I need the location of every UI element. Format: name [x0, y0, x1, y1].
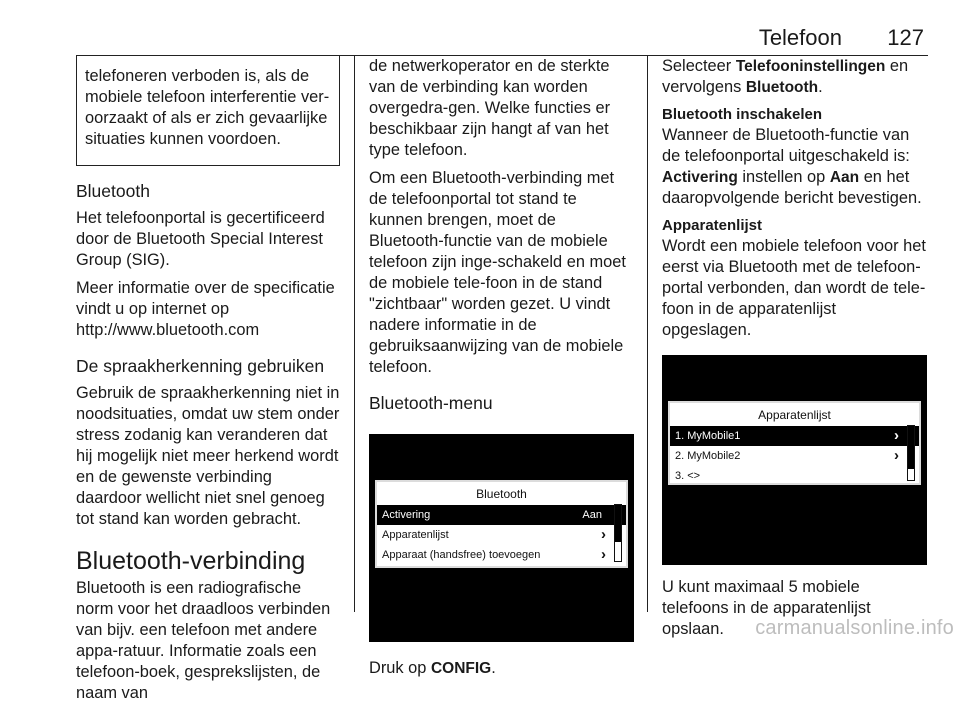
menu-row-label: Apparatenlijst — [382, 529, 449, 541]
speech-paragraph: Gebruik de spraakherkenning niet in noodsituaties, omdat uw stem onder stress zodanig kan veranderen dat hij mogelijk niet meer herkend wordt en de gewenste verbinding daardoor wellicht niet snel genoeg tot stand kan worden gebracht. — [76, 384, 340, 528]
device-row-1[interactable] — [670, 426, 919, 446]
device-row-3[interactable] — [670, 466, 919, 486]
bluetooth-heading: Bluetooth — [76, 181, 150, 201]
bluetooth-menu-screenshot — [369, 434, 634, 642]
scrollbar-thumb[interactable] — [908, 426, 914, 469]
enable-prefix: Wanneer de Bluetooth-functie van de telefoonportal uitgeschakeld is: — [662, 126, 910, 165]
enable-mid: instellen op — [737, 168, 830, 186]
device-list-title: Apparatenlijst — [758, 408, 831, 422]
device-row-2[interactable] — [670, 446, 919, 466]
device-row-label: 2. MyMobile2 — [675, 450, 741, 462]
note-box — [76, 56, 340, 166]
enable-suffix: en het daaropvolgende bericht bevestigen. — [662, 168, 922, 207]
chevron-right-icon: › — [601, 546, 606, 563]
menu-row-toevoegen[interactable] — [377, 545, 626, 565]
page-number: 127 — [887, 25, 924, 50]
max-devices-paragraph: U kunt maximaal 5 mobiele telefoons in de apparatenlijst opslaan. — [662, 578, 871, 638]
device-list-scrollbar[interactable] — [907, 425, 915, 481]
menu-row-activering[interactable] — [377, 505, 626, 525]
chevron-right-icon: › — [894, 447, 899, 464]
section-title: Telefoon — [758, 25, 842, 50]
connection-paragraph-continued: de netwerkoperator en de sterkte van de verbinding kan worden overgedra-gen. Welke functies er beschikbaar zijn hangt af van het type telefoon. — [369, 57, 611, 159]
device-list-paragraph: Wordt een mobiele telefoon voor het eerst via Bluetooth met de telefoon-portal verbonden, dan wordt de tele-foon in de apparatenlijst opgeslagen. — [662, 237, 926, 339]
enable-heading: Bluetooth inschakelen — [662, 106, 823, 123]
select-suffix: . — [818, 78, 823, 96]
visibility-paragraph: Om een Bluetooth-verbinding met de telefoonportal tot stand te kunnen brengen, moet de Bluetooth-functie van de mobiele telefoon zijn inge-schakeld en moet de mobiele tele-foon in de stand "zichtbaar" worden gezet. U vindt nadere informatie in de gebruiksaanwijzing van de mobiele telefoon. — [369, 169, 626, 376]
menu-scrollbar[interactable] — [614, 504, 622, 562]
spec-text: Meer informatie over de specificatie vindt u op internet op — [76, 279, 335, 318]
device-row-label: 1. MyMobile1 — [675, 430, 741, 442]
select-paragraph — [662, 56, 928, 98]
bluetooth-paragraph-1: Het telefoonportal is gecertificeerd door de Bluetooth Special Interest Group (SIG). — [76, 209, 325, 269]
watermark: carmanualsonline.info — [755, 617, 954, 639]
speech-heading: De spraakherkenning gebruiken — [76, 356, 325, 376]
menu-row-apparatenlijst[interactable] — [377, 525, 626, 545]
bluetooth-menu-panel — [375, 480, 628, 568]
activering-key: Activering — [662, 169, 738, 186]
column-divider-1 — [354, 56, 355, 612]
bluetooth-menu-title: Bluetooth — [476, 487, 527, 501]
connection-paragraph: Bluetooth is een radiografische norm voor het draadloos verbinden van bijv. een telefoon met andere appa-ratuur. Informatie zoals een telefoon-boek, gesprekslijsten, de naam van — [76, 579, 331, 702]
note-text: telefoneren verboden is, als de mobiele telefoon interferentie ver-oorzaakt of als er zich gevaarlijke situaties kunnen voordoen. — [85, 67, 330, 148]
device-list-panel — [668, 401, 921, 485]
column-3 — [662, 56, 928, 647]
chevron-right-icon: › — [894, 427, 899, 444]
menu-row-label: Activering — [382, 509, 431, 521]
press-config-paragraph — [369, 658, 634, 679]
menu-row-value: Aan — [582, 509, 602, 521]
bluetooth-menu-heading: Bluetooth-menu — [369, 393, 493, 413]
spec-url-link[interactable]: http://www.bluetooth.com — [76, 321, 260, 339]
device-list-heading: Apparatenlijst — [662, 217, 763, 234]
press-suffix: . — [491, 659, 496, 677]
press-prefix: Druk op — [369, 659, 431, 677]
enable-paragraph — [662, 125, 928, 209]
connection-heading: Bluetooth-verbinding — [76, 547, 306, 575]
page-header — [0, 0, 960, 60]
column-1 — [76, 56, 340, 711]
config-key: CONFIG — [430, 660, 492, 677]
chevron-right-icon: › — [601, 526, 606, 543]
settings-key: Telefooninstellingen — [735, 58, 886, 75]
column-divider-2 — [647, 56, 648, 612]
bluetooth-paragraph-2 — [76, 278, 340, 341]
column-2 — [369, 56, 634, 686]
scrollbar-thumb[interactable] — [615, 505, 621, 542]
select-prefix: Selecteer — [662, 57, 736, 75]
select-mid: en vervolgens — [662, 57, 909, 96]
device-list-screenshot — [662, 355, 927, 565]
bluetooth-key: Bluetooth — [745, 79, 819, 96]
aan-key: Aan — [829, 169, 860, 186]
menu-row-label: Apparaat (handsfree) toevoegen — [382, 549, 541, 561]
device-row-label: 3. <> — [675, 470, 701, 482]
